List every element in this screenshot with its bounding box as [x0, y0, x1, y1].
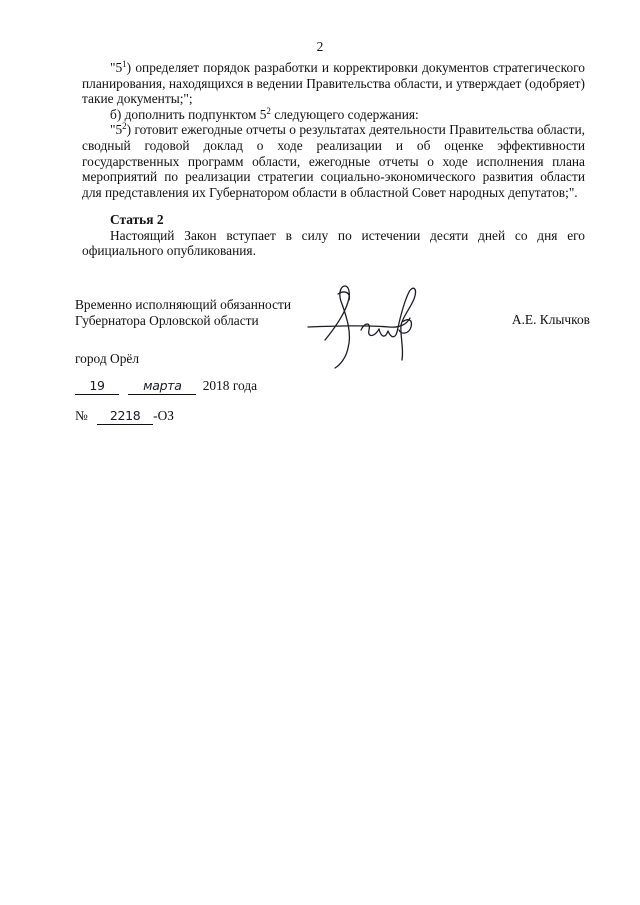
article-2: [82, 212, 585, 259]
article-title: Статья 2: [110, 212, 164, 227]
superscript: 2: [122, 121, 127, 132]
article-text: Настоящий Закон вступает в силу по истечении десяти дней со дня его официального опубликования.: [82, 227, 585, 259]
paragraph-text: ) готовит ежегодные отчеты о результатах деятельности Правительства области, сводный годовой доклад о ходе реализации и об оценке эффективности государственных программ области, ежегодные отчеты о ходе исполнения плана мероприятий по реализации стратегии социально-экономического развития области для представления их Губернатором области в областной Совет народных депутатов;".: [82, 122, 585, 200]
amendment-text: [82, 60, 585, 200]
paragraph-subitem-5-1: [82, 60, 585, 107]
signing-date: [75, 378, 257, 395]
paragraph-text-tail: следующего содержания:: [270, 106, 419, 122]
paragraph-text: ) определяет порядок разработки и корректировки документов стратегического планирования, находящихся в ведении Правительства области, и утверждает (одобряет) такие документы;";: [82, 60, 585, 107]
handwritten-signature: [305, 282, 430, 372]
signatory-position: [75, 297, 291, 328]
superscript: 1: [122, 59, 127, 69]
handwritten-number: 2218: [109, 408, 141, 423]
subitem-open: "5: [110, 60, 123, 75]
page-number: 2: [316, 39, 324, 54]
superscript: 2: [266, 105, 271, 116]
handwritten-day: 19: [89, 378, 105, 393]
position-line-1: Временно исполняющий обязанности: [75, 297, 292, 312]
year-text: 2018 года: [202, 378, 258, 393]
number-sign: №: [75, 408, 88, 423]
law-number: [75, 408, 174, 425]
handwritten-month: марта: [143, 378, 182, 393]
signatory-name: А.Е. Клычков: [511, 312, 590, 327]
day-blank: [75, 378, 119, 395]
number-blank: [97, 408, 153, 425]
month-blank: [128, 378, 196, 395]
paragraph-add-subitem: [82, 107, 585, 123]
subitem-open: "5: [110, 122, 123, 138]
number-suffix: -ОЗ: [153, 408, 174, 423]
place-of-signing: город Орёл: [75, 351, 140, 366]
position-line-2: Губернатора Орловской области: [75, 312, 259, 328]
paragraph-text: б) дополнить подпунктом 5: [110, 106, 267, 122]
paragraph-subitem-5-2: [82, 122, 585, 200]
